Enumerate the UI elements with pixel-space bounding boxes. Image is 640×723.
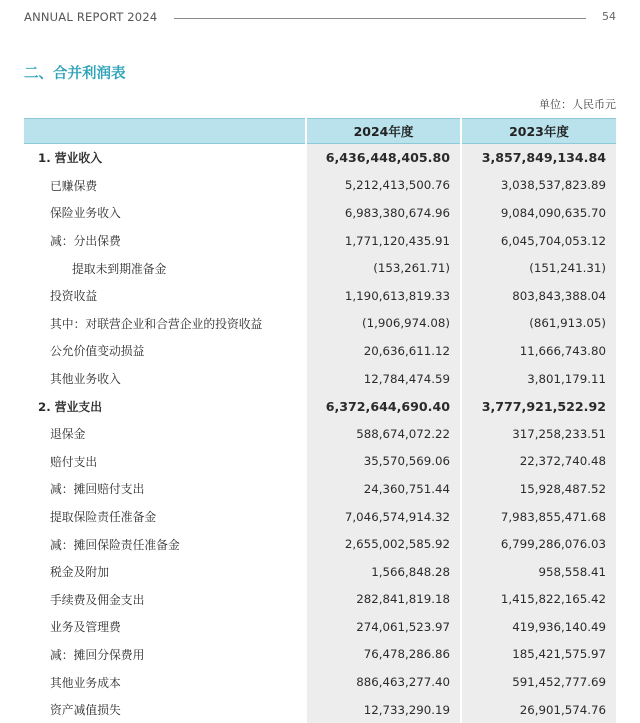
table-row [24,558,616,586]
row-label: 投资收益 [50,289,98,304]
value-2024: 886,463,277.40 [306,668,461,696]
value-2024: 24,360,751.44 [306,475,461,503]
value-2023: 419,936,140.49 [461,613,616,641]
value-2023: 803,843,388.04 [461,282,616,310]
value-2024: 1,566,848.28 [306,558,461,586]
value-2023: 11,666,743.80 [461,337,616,365]
value-2024: (153,261.71) [306,254,461,282]
value-2024: 282,841,819.18 [306,586,461,614]
row-label: 资产减值损失 [50,703,121,718]
value-2024: 7,046,574,914.32 [306,503,461,531]
value-2024: 274,061,523.97 [306,613,461,641]
table-row [24,282,616,310]
value-2024: 6,983,380,674.96 [306,199,461,227]
table-row [24,613,616,641]
table-header-row [24,119,616,144]
column-header-2024: 2024年度 [306,119,461,144]
table-row [24,696,616,723]
value-2024: 2,655,002,585.92 [306,530,461,558]
value-2024: 6,436,448,405.80 [306,144,461,172]
row-label: 1. 营业收入 [38,151,102,166]
value-2023: (151,241.31) [461,254,616,282]
column-header-label [24,119,306,144]
table-row [24,586,616,614]
value-2023: 6,045,704,053.12 [461,227,616,255]
value-2024: 20,636,611.12 [306,337,461,365]
table-row [24,668,616,696]
table-row [24,199,616,227]
value-2023: 1,415,822,165.42 [461,586,616,614]
row-label: 提取保险责任准备金 [50,510,157,525]
table-row [24,172,616,200]
row-label: 其他业务收入 [50,372,121,387]
row-label: 减：摊回保险责任准备金 [50,537,180,552]
row-label: 提取未到期准备金 [72,261,167,276]
row-label: 赔付支出 [50,454,98,469]
value-2024: 1,190,613,819.33 [306,282,461,310]
value-2023: 3,857,849,134.84 [461,144,616,172]
value-2024: 12,733,290.19 [306,696,461,723]
row-label: 减：摊回分保费用 [50,647,145,662]
value-2023: 958,558.41 [461,558,616,586]
income-statement-table [24,118,616,723]
row-label: 其他业务成本 [50,675,121,690]
row-label: 减：摊回赔付支出 [50,482,145,497]
page-header [24,9,616,27]
value-2023: (861,913.05) [461,310,616,338]
table-row [24,337,616,365]
table-row [24,641,616,669]
value-2023: 591,452,777.69 [461,668,616,696]
value-2023: 6,799,286,076.03 [461,530,616,558]
value-2023: 26,901,574.76 [461,696,616,723]
value-2024: 12,784,474.59 [306,365,461,393]
row-label: 业务及管理费 [50,620,121,635]
value-2023: 9,084,090,635.70 [461,199,616,227]
table-row [24,420,616,448]
row-label: 2. 营业支出 [38,399,102,414]
row-label: 已赚保费 [50,178,98,193]
row-label: 退保金 [50,427,86,442]
value-2024: 588,674,072.22 [306,420,461,448]
value-2024: 35,570,569.06 [306,448,461,476]
row-label: 公允价值变动损益 [50,344,145,359]
table-row [24,227,616,255]
table-row [24,475,616,503]
value-2023: 3,038,537,823.89 [461,172,616,200]
table-body [24,144,616,723]
section-title: 二、合并利润表 [24,66,126,82]
column-header-2023: 2023年度 [461,119,616,144]
unit-note: 单位：人民币元 [539,98,616,111]
table-row [24,310,616,338]
header-rule [174,18,586,19]
value-2024: 76,478,286.86 [306,641,461,669]
value-2023: 317,258,233.51 [461,420,616,448]
table-row [24,448,616,476]
value-2023: 185,421,575.97 [461,641,616,669]
value-2023: 7,983,855,471.68 [461,503,616,531]
table-row [24,254,616,282]
value-2024: 6,372,644,690.40 [306,392,461,420]
table-row [24,144,616,172]
value-2024: 1,771,120,435.91 [306,227,461,255]
row-label: 其中：对联营企业和合营企业的投资收益 [50,316,263,331]
table-row [24,503,616,531]
page-number: 54 [602,10,616,23]
value-2023: 15,928,487.52 [461,475,616,503]
table-row [24,392,616,420]
row-label: 手续费及佣金支出 [50,592,145,607]
row-label: 减：分出保费 [50,234,121,249]
table-row [24,365,616,393]
row-label: 保险业务收入 [50,206,121,221]
row-label: 税金及附加 [50,565,109,580]
value-2023: 3,777,921,522.92 [461,392,616,420]
table-row [24,530,616,558]
value-2024: (1,906,974.08) [306,310,461,338]
value-2024: 5,212,413,500.76 [306,172,461,200]
value-2023: 3,801,179.11 [461,365,616,393]
report-title: ANNUAL REPORT 2024 [24,10,158,24]
value-2023: 22,372,740.48 [461,448,616,476]
